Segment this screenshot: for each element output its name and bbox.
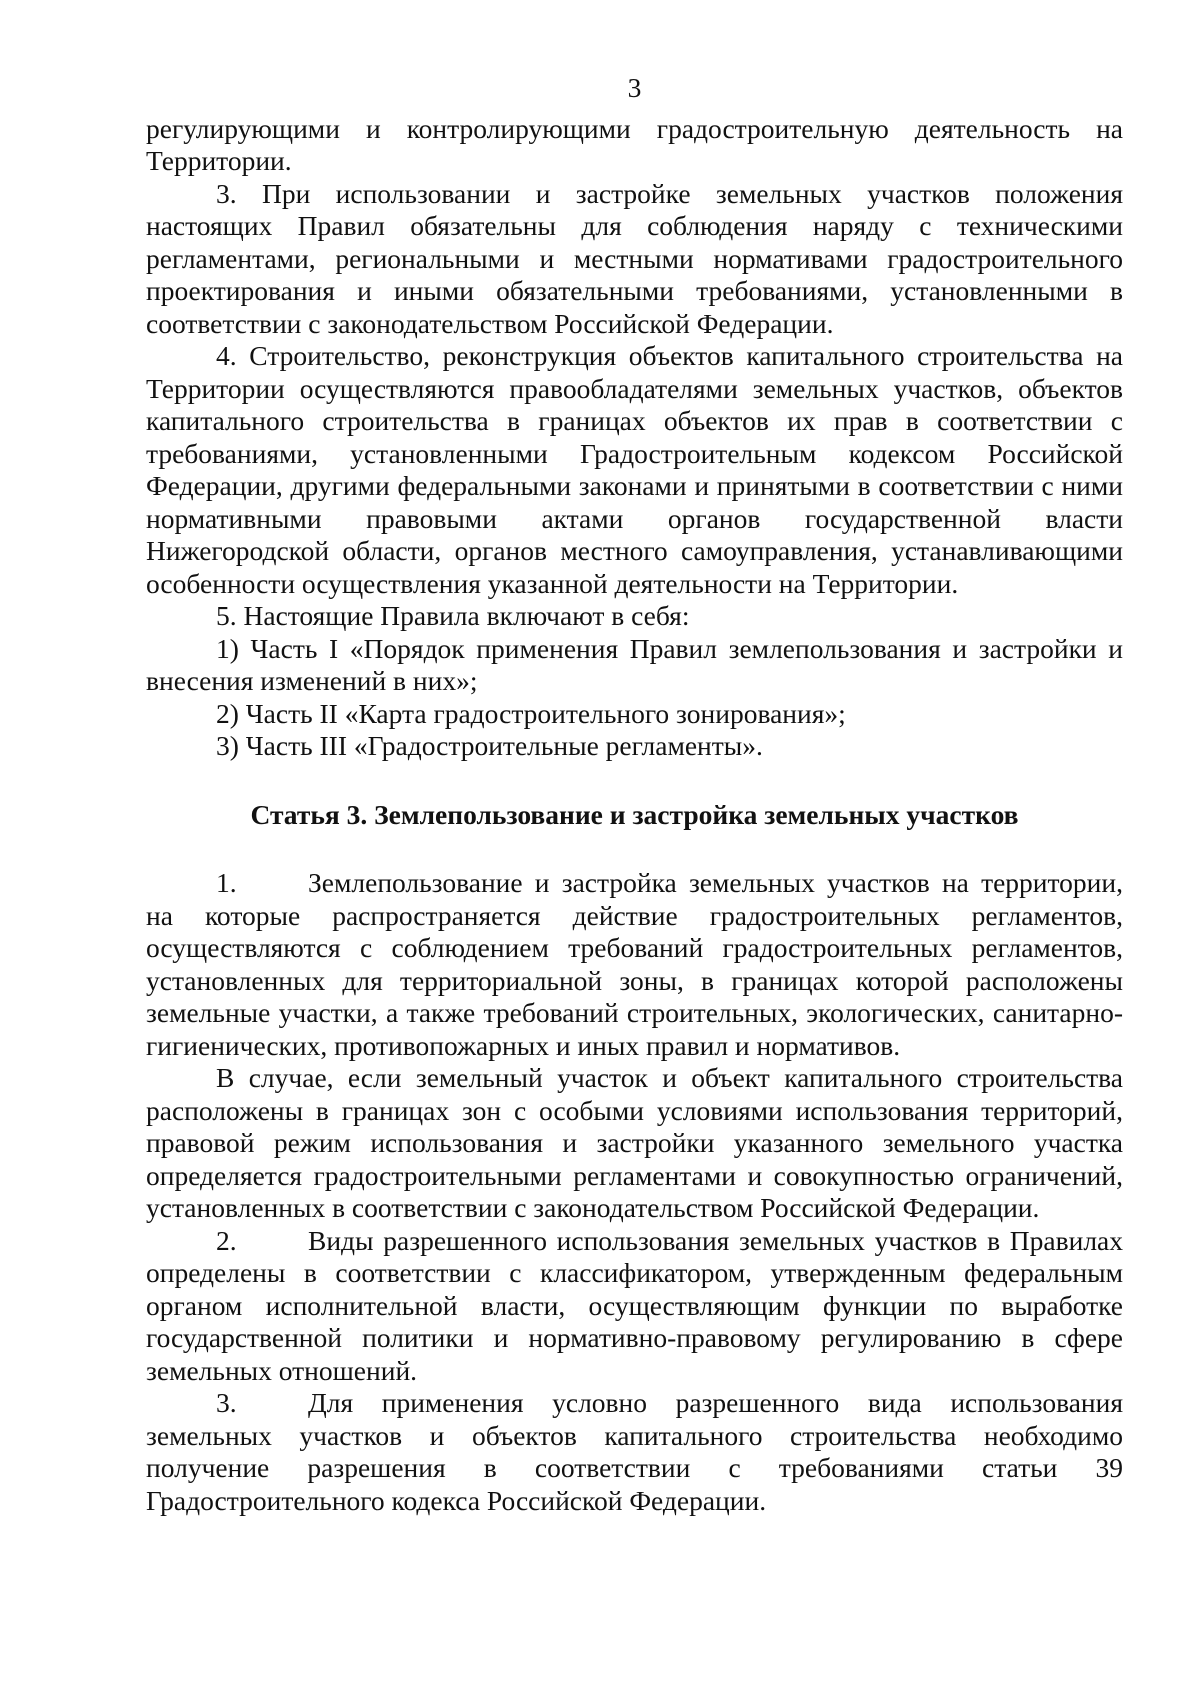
paragraph-point-5: 5. Настоящие Правила включают в себя: — [216, 600, 690, 631]
article-item-3 — [146, 1387, 1123, 1517]
article-item-text: Землепользование и застройка земельных участков на территории, на которые распространяется действие градостроительных регламентов, осуществляются с соблюдением требований градостроительных регламентов, установленных для территориальной зоны, в границах которой расположены земельные участки, а также требований строительных, экологических, санитарно-гигиенических, противопожарных и иных правил и нормативов. — [146, 867, 1123, 1061]
list-item-part-2: 2) Часть II «Карта градостроительного зонирования»; — [216, 697, 846, 729]
article-item-text: В случае, если земельный участок и объект капитального строительства расположены в границах зон с особыми условиями использования территорий, правовой режим использования и застройки указанного земельного участка определяется градостроительными регламентами и совокупностью ограничений, установленных в соответствии с законодательством Российской Федерации. — [146, 1062, 1123, 1223]
paragraph-point-4: 4. Строительство, реконструкция объектов капитального строительства на Территории осуществляются правообладателями земельных участков, объектов капитального строительства в границах объектов их прав в соответствии с требованиями, установленными Градостроительным кодексом Российской Федерации, другими федеральными законами и принятыми в соответствии с ними нормативными правовыми актами органов государственной власти Нижегородской области, органов местного самоуправления, устанавливающими особенности осуществления указанной деятельности на Территории. — [146, 340, 1123, 599]
article-item-text: Виды разрешенного использования земельных участков в Правилах определены в соответствии с классификатором, утвержденным федеральным органом исполнительной власти, осуществляющим функции по выработке государственной политики и нормативно-правовому регулированию в сфере земельных отношений. — [146, 1224, 1123, 1386]
page-number: 3 — [627, 72, 642, 103]
list-item-part-1: 1) Часть I «Порядок применения Правил землепользования и застройки и внесения изменений в них»; — [146, 632, 1123, 696]
paragraph-continuation: регулирующими и контролирующими градостроительную деятельность на Территории. — [146, 112, 1123, 176]
article-item-number: 3. — [216, 1387, 237, 1418]
paragraph-point-3: 3. При использовании и застройке земельных участков положения настоящих Правил обязательны для соблюдения наряду с техническими регламентами, региональными и местными нормативами градостроительного проектирования и иными обязательными требованиями, установленными в соответствии с законодательством Российской Федерации. — [146, 177, 1123, 339]
article-item-text: Для применения условно разрешенного вида использования земельных участков и объектов капитального строительства необходимо получение разрешения в соответствии с требованиями статьи 39 Градостроительного кодекса Российской Федерации. — [146, 1387, 1123, 1516]
article-item-number: 2. — [216, 1224, 237, 1256]
list-item-part-3: 3) Часть III «Градостроительные регламенты». — [216, 730, 763, 761]
article-item-1-continuation — [146, 1062, 1123, 1225]
article-heading: Статья 3. Землепользование и застройка земельных участков — [250, 798, 1019, 830]
article-item-number: 1. — [216, 867, 237, 898]
article-item-1 — [146, 867, 1123, 1062]
article-item-2 — [146, 1225, 1123, 1388]
document-page — [146, 72, 1123, 1517]
